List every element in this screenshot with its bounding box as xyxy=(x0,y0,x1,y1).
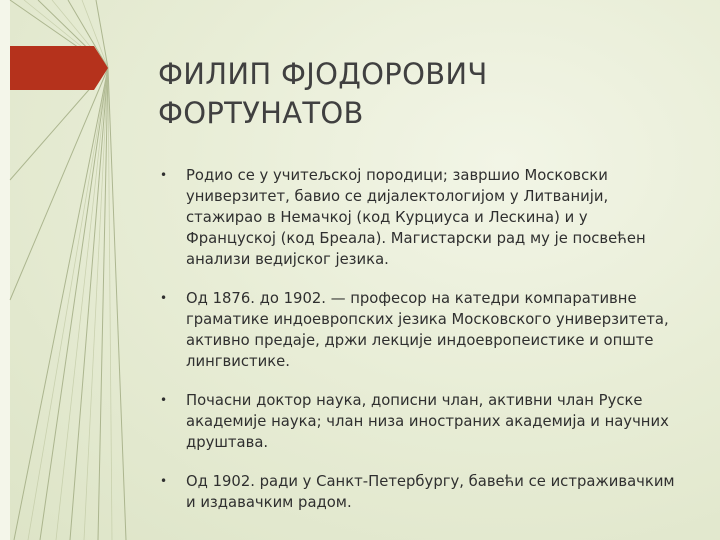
title-line-2: ФОРТУНАТОВ xyxy=(158,96,364,130)
title-line-1: ФИЛИП ФЈОДОРОВИЧ xyxy=(158,57,488,91)
bullet-text-3: Почасни доктор наука, дописни члан, активни члан Руске академије наука; члан низа иностраних академија и научних друштава. xyxy=(186,392,669,451)
bullet-item-4 xyxy=(158,471,678,513)
bullet-item-3 xyxy=(158,390,678,453)
bullet-dot-icon: • xyxy=(160,168,168,182)
red-arrow-shape xyxy=(10,46,108,90)
bullet-text-2: Од 1876. до 1902. — професор на катедри компаративне граматике индоевропских језика Московского универзитета, активно предаје, држи лекције индоевропеистике и опште лингвистике. xyxy=(186,290,669,370)
left-margin-strip xyxy=(0,0,10,540)
bullet-text-1: Родио се у учитељској породици; завршио Московски универзитет, бавио се дијалектологијом у Литванији, стажирао в Немачкој (код Курциуса и Лескина) и у Француској (код Бреала). Магистарски рад му је посвећен анализи ведијског језика. xyxy=(186,167,646,268)
bullet-list xyxy=(158,165,678,531)
bullet-item-1 xyxy=(158,165,678,270)
bullet-dot-icon: • xyxy=(160,474,168,488)
bullet-dot-icon: • xyxy=(160,393,168,407)
bullet-dot-icon: • xyxy=(160,291,168,305)
slide-title xyxy=(158,55,678,133)
bullet-item-2 xyxy=(158,288,678,372)
bullet-text-4: Од 1902. ради у Санкт-Петербургу, бавећи се истраживачким и издавачким радом. xyxy=(186,473,675,511)
